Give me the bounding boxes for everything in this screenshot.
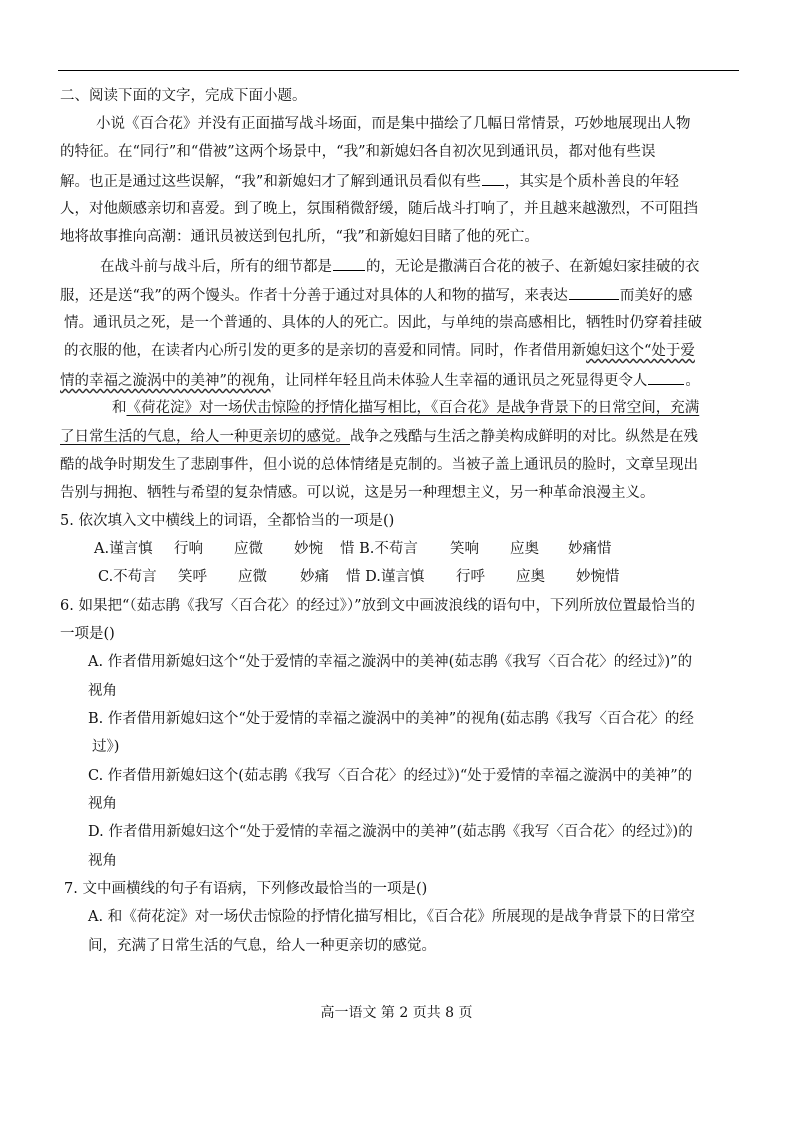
- q5-r1-7: 应奥: [510, 541, 539, 557]
- p2-line5-wavy: 情的幸福之漩涡中的美神”的视角: [60, 373, 271, 389]
- p2-line2: [60, 285, 692, 306]
- section-title: 二、阅读下面的文字，完成下面小题。: [60, 88, 307, 104]
- q6-stem-line2: 一项是(): [60, 626, 115, 642]
- p3-line1-a: 和: [112, 400, 127, 416]
- p1-line3-a: 解。也正是通过这些误解，“我”和新媳妇才了解到通讯员看似有些: [60, 174, 481, 190]
- q5-r1-5: 惜 B.不苟言: [340, 541, 418, 557]
- q6-option-d-line1: D. 作者借用新媳妇这个“处于爱情的幸福之漩涡中的美神”(茹志鹃《我写〈百合花〉的经过》)的: [88, 824, 693, 840]
- q5-r2-3: 应微: [238, 569, 267, 585]
- p2-line4-wavy: 媳妇这个“处于爱: [586, 343, 695, 359]
- p1-line4: 人，对他颇感亲切和喜爱。到了晚上，氛围稍微舒缓，随后战斗打响了，并且越来越激烈，不可阻挡: [60, 201, 698, 217]
- fill-blank-3: [569, 285, 619, 300]
- p3-line3: 酷的战争时期发生了悲剧事件，但小说的总体情绪是克制的。当被子盖上通讯员的脸时，文章呈现出: [60, 457, 698, 473]
- q5-r1-4: 妙惋: [294, 541, 323, 557]
- p1-line5: 地将故事推向高潮：通讯员被送到包扎所，“我”和新媳妇目睹了他的死亡。: [60, 229, 539, 245]
- header-rule: [58, 70, 739, 71]
- page-footer: 高一语文 第 2 页共 8 页: [320, 1005, 473, 1021]
- q5-r2-5: 惜 D.谨言慎: [346, 569, 425, 585]
- q6-stem-line1: 6. 如果把“（茹志鹃《我写〈百合花〉的经过》）”放到文中画波浪线的语句中，下列所放位置最恰当的: [60, 598, 696, 614]
- p2-line2-a: 服，还是送“我”的两个馒头。作者十分善于通过对具体的人和物的描写，来表达: [60, 288, 568, 304]
- q5-r1-1: A.谨言慎: [94, 541, 153, 557]
- p1-line1: 小说《百合花》并没有正面描写战斗场面，而是集中描绘了几幅日常情景，巧妙地展现出人物: [96, 116, 691, 132]
- p2-line5-c: 。: [685, 373, 700, 389]
- q5-r2-2: 笑呼: [178, 569, 207, 585]
- q5-r1-3: 应微: [234, 541, 263, 557]
- q6-option-c-line1: C. 作者借用新媳妇这个(茹志鹃《我写〈百合花〉的经过》)“处于爱情的幸福之漩涡中的美神”的: [88, 768, 693, 784]
- q6-option-c-line2: 视角: [88, 796, 117, 812]
- p2-line1-a: 在战斗前与战斗后，所有的细节都是: [100, 259, 332, 275]
- p2-line2-b: 而美好的感: [619, 288, 693, 304]
- q5-r2-1: C.不苟言: [98, 569, 157, 585]
- p2-line5-b: ，让同样年轻且尚未体验人生幸福的通讯员之死显得更令人: [270, 373, 648, 389]
- q6-option-d-line2: 视角: [88, 853, 117, 869]
- p3-line2: [60, 427, 698, 447]
- q5-r1-8: 妙痛惜: [568, 541, 612, 557]
- p2-line4: [64, 341, 695, 361]
- q5-r1-2: 行响: [174, 541, 203, 557]
- p3-line4: 告别与拥抱、牺牲与希望的复杂情感。可以说，这是另一种理想主义，另一种革命浪漫主义。: [60, 485, 655, 501]
- p1-line2: 的特征。在“同行”和“借被”这两个场景中，“我”和新媳妇各自初次见到通讯员，都对他有些误: [60, 144, 656, 160]
- fill-blank-1: [482, 171, 504, 186]
- q6-option-a-line1: A. 作者借用新媳妇这个“处于爱情的幸福之漩涡中的美神(茹志鹃《我写〈百合花〉的经过》)”的: [88, 654, 693, 670]
- fill-blank-2: [333, 256, 365, 271]
- q7-stem: 7. 文中画横线的句子有语病，下列修改最恰当的一项是(): [64, 881, 428, 897]
- p2-line1-b: 的，无论是撒满百合花的被子、在新媳妇家挂破的衣: [366, 259, 700, 275]
- q6-option-a-line2: 视角: [88, 683, 117, 699]
- q5-options-row1: [94, 539, 612, 559]
- q6-option-b-line2: 过》): [92, 739, 120, 755]
- q5-stem: 5. 依次填入文中横线上的词语，全都恰当的一项是(): [60, 513, 395, 529]
- p3-line1-underlined: 《荷花淀》对一场伏击惊险的抒情化描写相比，《百合花》是战争背景下的日常空间，充满: [126, 400, 700, 416]
- p2-line5: [60, 370, 700, 391]
- q6-option-b-line1: B. 作者借用新媳妇这个“处于爱情的幸福之漩涡中的美神”的视角(茹志鹃《我写〈百合花〉的经: [88, 711, 694, 727]
- q5-r2-4: 妙痛: [300, 569, 329, 585]
- q5-r2-7: 应奥: [516, 569, 545, 585]
- q7-option-a-line1: A. 和《荷花淀》对一场伏击惊险的抒情化描写相比，《百合花》所展现的是战争背景下的日常空: [88, 909, 695, 925]
- p1-line3-b: ，其实是个质朴善良的年轻: [504, 174, 679, 190]
- q7-option-a-line2: 间，充满了日常生活的气息，给人一种更亲切的感觉。: [88, 938, 436, 954]
- p2-line3: 情。通讯员之死，是一个普通的、具体的人的死亡。因此，与单纯的崇高感相比，牺牲时仍穿着挂破: [64, 315, 702, 331]
- q5-r2-8: 妙惋惜: [576, 569, 620, 585]
- p3-line2-b: 战争之残酷与生活之静美构成鲜明的对比。纵然是在残: [350, 429, 698, 445]
- fill-blank-4: [648, 370, 684, 385]
- q5-r1-6: 笑响: [450, 541, 479, 557]
- q5-options-row2: [98, 567, 620, 587]
- p3-line1: [112, 398, 699, 418]
- p1-line3: [60, 171, 679, 192]
- p3-line2-underlined: 了日常生活的气息，给人一种更亲切的感觉。: [60, 429, 350, 445]
- p2-line1: [100, 256, 700, 277]
- p2-line4-a: 的衣服的他，在读者内心所引发的更多的是亲切的喜爱和同情。同时，作者借用新: [64, 343, 586, 359]
- q5-r2-6: 行呼: [456, 569, 485, 585]
